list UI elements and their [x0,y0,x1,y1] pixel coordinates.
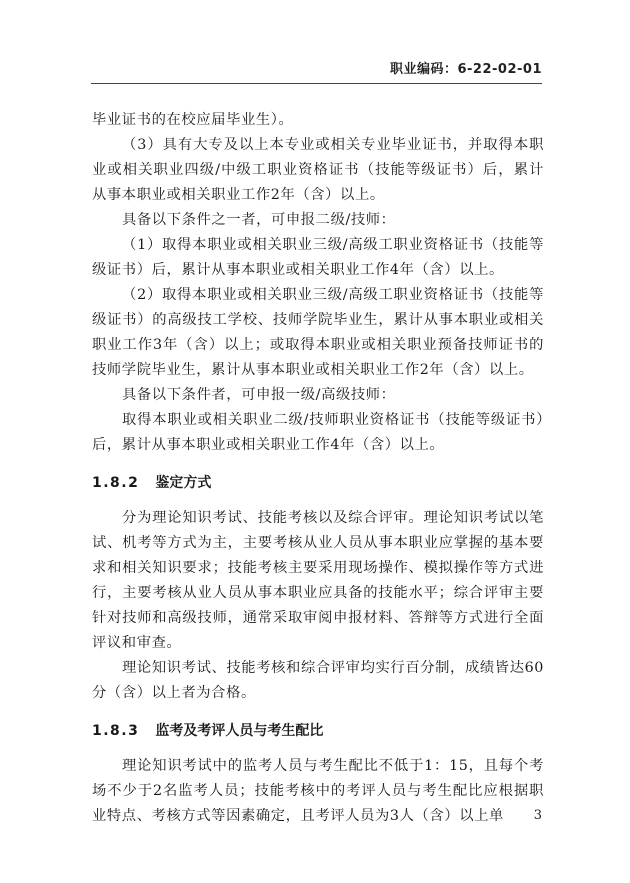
paragraph-level2-intro: 具备以下条件之一者，可申报二级/技师： [122,212,396,228]
page-number: 3 [533,808,542,823]
body-text [92,108,544,829]
header-rule [91,83,542,84]
paragraph-level1-condition: 取得本职业或相关职业二级/技师职业资格证书（技能等级证书）后，累计从事本职业或相关职业工作4年（含）以上。 [92,412,544,453]
section-title: 鉴定方式 [155,475,212,491]
paragraph-scoring: 理论知识考试、技能考核和综合评审均实行百分制，成绩皆达60分（含）以上者为合格。 [92,660,544,701]
section-heading-1-8-3 [92,720,544,742]
paragraph-continuation: 毕业证书的在校应届毕业生）。 [92,112,294,128]
section-heading-1-8-2 [92,472,544,494]
section-title: 监考及考评人员与考生配比 [155,723,324,739]
section-number: 1.8.3 [92,723,140,739]
occupation-code: 职业编码：6-22-02-01 [389,62,542,77]
paragraph-level1-intro: 具备以下条件者，可申报一级/高级技师： [122,387,396,403]
paragraph-level2-condition-1: （1）取得本职业或相关职业三级/高级工职业资格证书（技能等级证书）后，累计从事本职业或相关职业工作4年（含）以上。 [92,237,544,278]
paragraph-level2-condition-2: （2）取得本职业或相关职业三级/高级工职业资格证书（技能等级证书）的高级技工学校、技师学院毕业生，累计从事本职业或相关职业工作3年（含）以上；或取得本职业或相关职业预备技师证书的技师学院毕业生，累计从事本职业或相关职业工作2年（含）以上。 [92,287,544,378]
paragraph-condition-3: （3）具有大专及以上本专业或相关专业毕业证书，并取得本职业或相关职业四级/中级工职业资格证书（技能等级证书）后，累计从事本职业或相关职业工作2年（含）以上。 [92,137,544,203]
paragraph-examiner-ratio: 理论知识考试中的监考人员与考生配比不低于1：15，且每个考场不少于2名监考人员；技能考核中的考评人员与考生配比应根据职业特点、考核方式等因素确定，且考评人员为3人（含）以上单 [92,758,544,824]
section-number: 1.8.2 [92,475,140,491]
paragraph-assessment-methods: 分为理论知识考试、技能考核以及综合评审。理论知识考试以笔试、机考等方式为主，主要考核从业人员从事本职业应掌握的基本要求和相关知识要求；技能考核主要采用现场操作、模拟操作等方式进行，主要考核从业人员从事本职业应具备的技能水平；综合评审主要针对技师和高级技师，通常采取审阅申报材料、答辩等方式进行全面评议和审查。 [92,510,544,651]
